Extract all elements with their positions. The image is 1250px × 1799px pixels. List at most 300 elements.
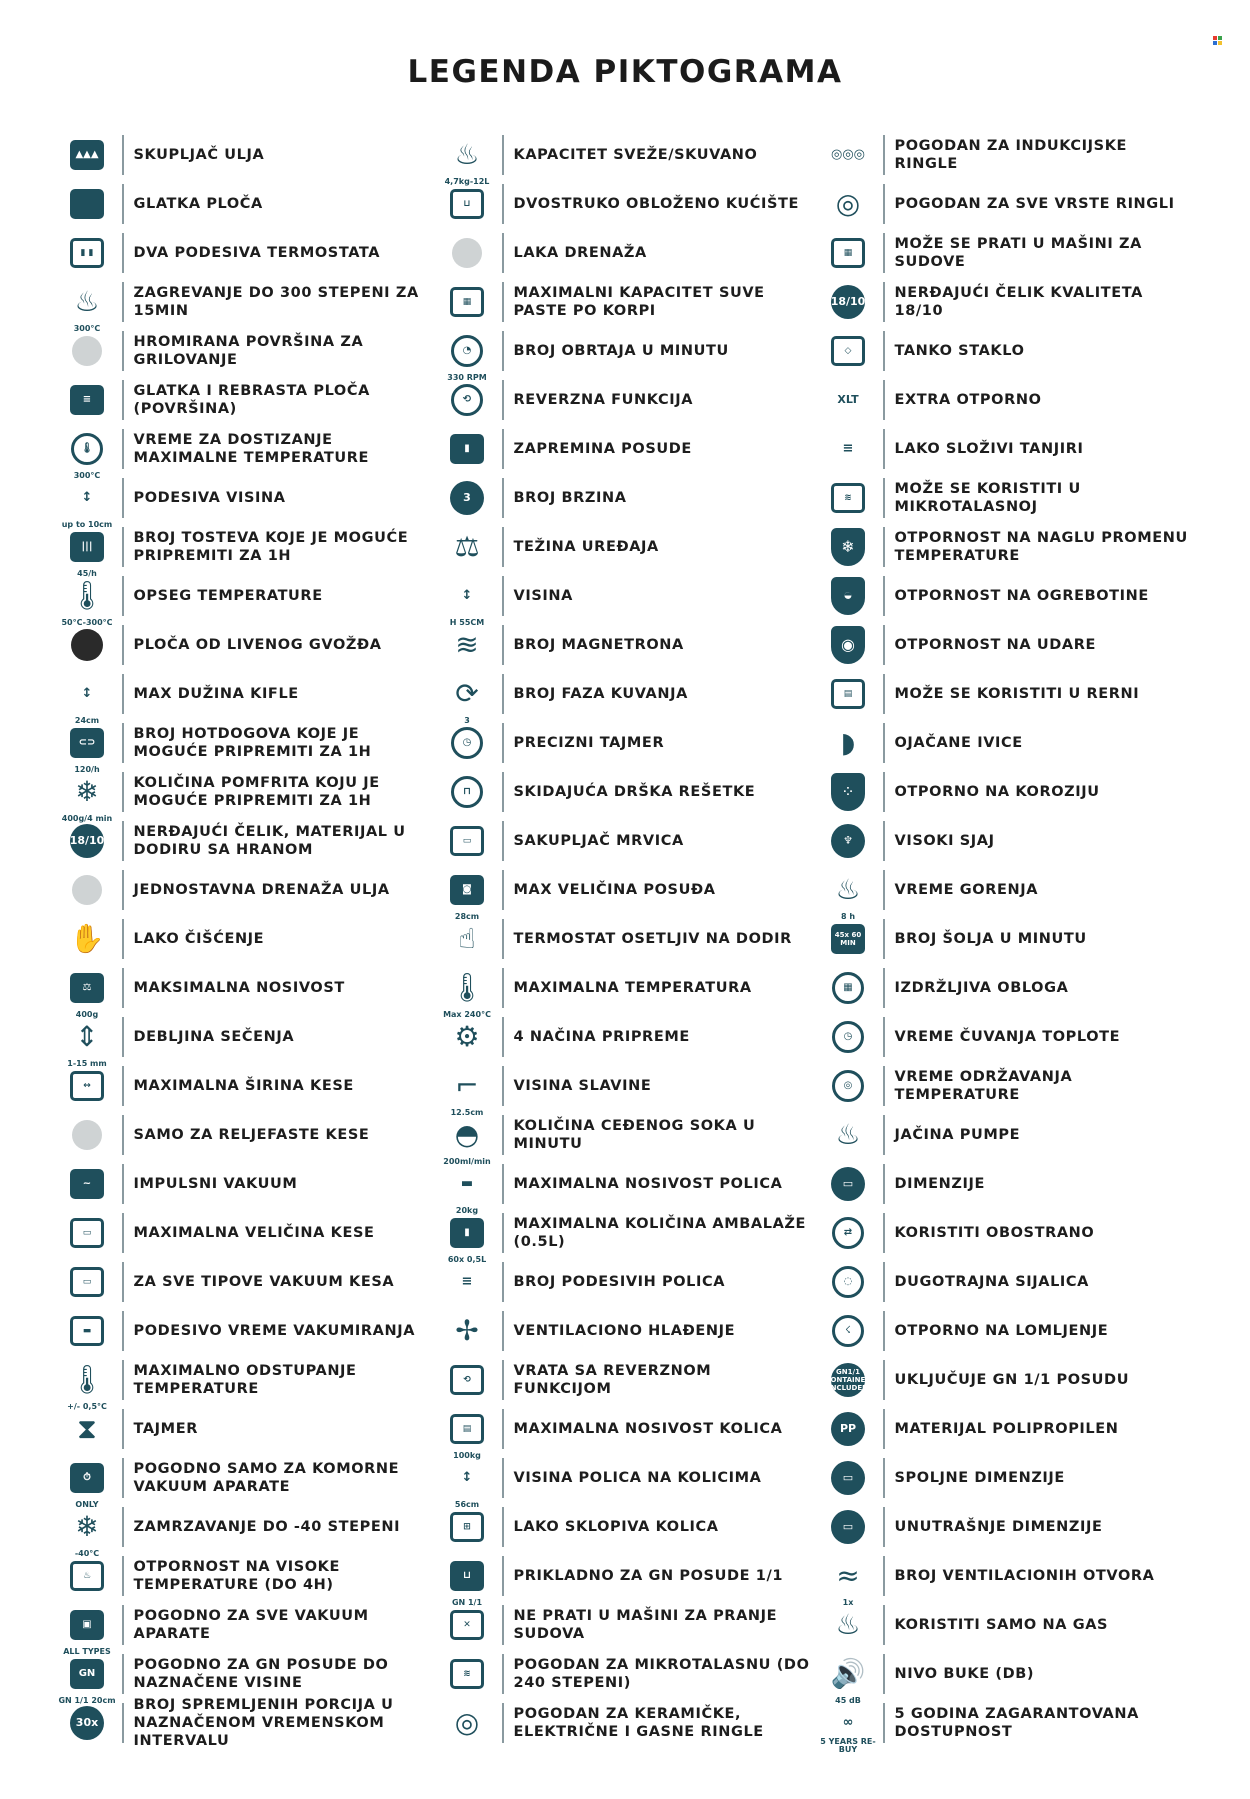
legend-item	[444, 1453, 824, 1509]
device-weight-icon	[444, 524, 490, 570]
icon-caption: 3	[464, 715, 470, 725]
legend-label: VENTILACIONO HLAĐENJE	[513, 1322, 736, 1339]
divider	[883, 870, 885, 910]
divider	[122, 1115, 124, 1155]
divider	[883, 478, 885, 518]
legend-item	[444, 1404, 824, 1460]
legend-label: EXTRA OTPORNO	[894, 391, 1042, 408]
divider	[883, 135, 885, 175]
legend-label: MOŽE SE KORISTITI U MIKROTALASNOJ	[894, 480, 1081, 515]
divider	[122, 821, 124, 861]
divider	[502, 282, 504, 322]
all-hobs-icon	[825, 181, 871, 227]
legend-item	[444, 1012, 824, 1061]
legend-item	[825, 326, 1205, 375]
icon-shape	[71, 629, 103, 661]
legend-item	[64, 914, 444, 963]
divider	[122, 968, 124, 1008]
reversible-door-icon	[444, 1357, 490, 1403]
legend-column-1	[58, 130, 444, 1770]
divider	[122, 1360, 124, 1400]
icon-shape: ▲▲▲	[70, 140, 104, 170]
pump-strength-icon	[825, 1112, 871, 1158]
icon-shape: ▤	[450, 1414, 484, 1444]
pictogram-legend	[58, 130, 1204, 1770]
icon-shape: ⇕	[75, 1019, 99, 1053]
icon-shape: ▭	[831, 1167, 865, 1201]
cups-per-minute-icon	[825, 916, 871, 962]
divider	[883, 1703, 885, 1743]
legend-label: DUGOTRAJNA SIJALICA	[894, 1273, 1089, 1290]
icon-caption: +/- 0,5°C	[67, 1401, 107, 1411]
shelf-load-icon	[444, 1161, 490, 1215]
freezing-icon	[64, 1504, 110, 1558]
legend-item	[64, 326, 444, 375]
icon-caption: 20kg	[455, 1205, 479, 1215]
divider	[502, 625, 504, 665]
slice-thickness-icon	[64, 1014, 110, 1068]
legend-item	[64, 375, 444, 424]
icon-caption: 50°C-300°C	[61, 617, 113, 627]
divider	[502, 870, 504, 910]
icon-caption: 1x	[842, 1597, 854, 1607]
icon-shape: ▦	[450, 287, 484, 317]
removable-handle-icon	[444, 769, 490, 815]
divider	[502, 233, 504, 273]
legend-label: OJAČANE IVICE	[894, 734, 1023, 751]
divider	[502, 1556, 504, 1596]
divider	[502, 429, 504, 469]
icon-shape: ↔	[70, 1071, 104, 1101]
icon-caption: 12.5cm	[450, 1107, 484, 1117]
stainless-food-contact-icon	[64, 818, 110, 864]
icon-shape: ▭	[70, 1218, 104, 1248]
legend-label: OTPORNOST NA OGREBOTINE	[894, 587, 1149, 604]
divider	[122, 1654, 124, 1694]
legend-label: NE PRATI U MAŠINI ZA PRANJE SUDOVA	[513, 1607, 778, 1642]
icon-shape: ▣	[70, 1610, 104, 1640]
temperature-hold-icon	[825, 1063, 871, 1109]
divider	[502, 821, 504, 861]
legend-label: BROJ TOSTEVA KOJE JE MOGUĆE PRIPREMITI ZA 1H	[133, 529, 409, 564]
divider	[883, 576, 885, 616]
impact-resistant-icon	[825, 622, 871, 668]
legend-label: OTPORNOST NA NAGLU PROMENU TEMPERATURE	[894, 529, 1188, 564]
legend-item	[444, 914, 824, 963]
hourglass-icon	[64, 1406, 110, 1452]
icon-shape: ≡	[842, 440, 854, 456]
easy-clean-icon	[64, 916, 110, 962]
max-load-icon	[64, 965, 110, 1019]
icon-shape	[72, 1120, 102, 1150]
legend-label: POGODAN ZA SVE VRSTE RINGLI	[894, 195, 1175, 212]
legend-item	[444, 669, 824, 725]
legend-item	[825, 1551, 1205, 1607]
icon-shape: ⊞	[450, 1512, 484, 1542]
legend-label: TEŽINA UREĐAJA	[513, 538, 659, 555]
bowl-volume-icon	[444, 426, 490, 472]
legend-label: LAKO SLOŽIVI TANJIRI	[894, 440, 1084, 457]
legend-label: SKUPLJAČ ULJA	[133, 146, 265, 163]
legend-label: NIVO BUKE (DB)	[894, 1665, 1035, 1682]
divider	[122, 527, 124, 567]
thermal-shock-icon	[825, 524, 871, 570]
icon-shape: 18/10	[70, 824, 104, 858]
legend-label: MATERIJAL POLIPROPILEN	[894, 1420, 1119, 1437]
icon-shape: 🌡	[449, 970, 485, 1004]
legend-item	[825, 424, 1205, 473]
legend-item	[825, 1257, 1205, 1306]
rpm-gauge-icon	[444, 328, 490, 382]
divider	[502, 576, 504, 616]
legend-label: DVOSTRUKO OBLOŽENO KUĆIŠTE	[513, 195, 800, 212]
legend-item	[825, 1159, 1205, 1208]
legend-label: MAKSIMALNA NOSIVOST	[133, 979, 345, 996]
legend-item	[61, 473, 444, 529]
legend-label: MOŽE SE PRATI U MAŠINI ZA SUDOVE	[894, 235, 1142, 270]
legend-label: JAČINA PUMPE	[894, 1126, 1021, 1143]
icon-shape: ✕	[450, 1610, 484, 1640]
divider	[502, 331, 504, 371]
legend-item	[444, 718, 824, 767]
icon-caption: GN 1/1 20cm	[58, 1695, 116, 1705]
legend-label: LAKO ČIŠĆENJE	[133, 930, 265, 947]
legend-item	[825, 1502, 1205, 1551]
divider	[502, 1262, 504, 1302]
legend-item	[444, 1551, 824, 1607]
icon-caption: ALL TYPES	[63, 1646, 111, 1656]
divider	[883, 968, 885, 1008]
legend-item	[64, 1551, 444, 1600]
legend-item	[64, 963, 444, 1019]
legend-item	[444, 375, 824, 424]
shatter-resistant-icon	[825, 1308, 871, 1354]
legend-column-2	[444, 130, 824, 1770]
icon-shape: ◉	[831, 626, 865, 664]
legend-label: VISINA	[513, 587, 573, 604]
legend-label: BROJ ŠOLJA U MINUTU	[894, 930, 1087, 947]
divider	[122, 331, 124, 371]
divider	[122, 233, 124, 273]
divider	[122, 1556, 124, 1596]
legend-item	[64, 522, 444, 578]
icon-shape: ✢	[455, 1313, 479, 1347]
legend-item	[444, 130, 824, 186]
legend-label: KORISTITI SAMO NA GAS	[894, 1616, 1109, 1633]
icon-shape: ▭	[70, 1267, 104, 1297]
embossed-bags-icon	[64, 1112, 110, 1158]
icon-caption: 100kg	[453, 1450, 481, 1460]
icon-shape	[72, 336, 102, 366]
icon-shape: ☇	[832, 1315, 864, 1347]
divider	[122, 135, 124, 175]
toast-count-icon	[64, 524, 110, 578]
legend-label: UKLJUČUJE GN 1/1 POSUDU	[894, 1371, 1130, 1388]
legend-label: VISOKI SJAJ	[894, 832, 995, 849]
trolley-load-icon	[444, 1406, 490, 1460]
icon-caption: 60x 0,5L	[447, 1254, 487, 1264]
icon-shape: ⧗	[77, 1411, 97, 1445]
divider	[883, 1507, 885, 1547]
legend-label: BROJ BRZINA	[513, 489, 627, 506]
bag-width-icon	[64, 1063, 110, 1109]
four-modes-icon	[444, 1014, 490, 1060]
icon-shape: 3	[450, 481, 484, 515]
divider	[883, 919, 885, 959]
legend-item	[825, 816, 1205, 865]
icon-shape: 🌡	[69, 1362, 105, 1396]
legend-item	[825, 1306, 1205, 1355]
legend-label: PODESIVO VREME VAKUMIRANJA	[133, 1322, 416, 1339]
icon-shape: ⟳	[455, 676, 479, 710]
legend-label: SPOLJNE DIMENZIJE	[894, 1469, 1065, 1486]
reverse-function-icon	[444, 377, 490, 423]
legend-item	[64, 130, 444, 179]
icon-shape: ⊔	[450, 189, 484, 219]
divider	[883, 184, 885, 224]
temp-deviation-icon	[64, 1357, 110, 1411]
gas-only-icon	[825, 1602, 871, 1648]
oven-safe-icon	[825, 671, 871, 717]
legend-item	[444, 179, 824, 228]
legend-label: POGODAN ZA KERAMIČKE, ELEKTRIČNE I GASNE RINGLE	[513, 1705, 764, 1740]
divider	[122, 1409, 124, 1449]
icon-shape: ⁘	[831, 773, 865, 811]
legend-item	[64, 424, 444, 480]
vacuum-time-icon	[64, 1308, 110, 1354]
icon-shape: ⚖	[70, 973, 104, 1003]
divider	[502, 1311, 504, 1351]
divider	[122, 576, 124, 616]
icon-shape: ◇	[831, 336, 865, 366]
touch-thermostat-icon	[444, 916, 490, 962]
icon-caption: 200ml/min	[443, 1156, 491, 1166]
icon-shape: 🔊	[830, 1656, 866, 1690]
icon-shape: ☝	[458, 921, 476, 955]
microwave-240-icon	[444, 1651, 490, 1697]
legend-label: GLATKA I REBRASTA PLOČA (POVRŠINA)	[133, 382, 370, 417]
legend-item	[64, 179, 444, 228]
double-sided-icon	[825, 1210, 871, 1256]
legend-item	[444, 277, 824, 326]
legend-item	[64, 1355, 444, 1411]
legend-label: ZAGREVANJE DO 300 STEPENI ZA 15MIN	[133, 284, 419, 319]
divider	[122, 1458, 124, 1498]
legend-item	[64, 277, 444, 333]
divider	[122, 184, 124, 224]
icon-shape: PP	[831, 1412, 865, 1446]
legend-item	[64, 1257, 444, 1306]
legend-item	[64, 1404, 444, 1453]
legend-label: KAPACITET SVEŽE/SKUVANO	[513, 146, 758, 163]
divider	[122, 1703, 124, 1743]
icon-shape: ▮	[450, 434, 484, 464]
icon-shape: ◷	[832, 1021, 864, 1053]
legend-label: DVA PODESIVA TERMOSTATA	[133, 244, 381, 261]
icon-shape: ⊓	[451, 776, 483, 808]
icon-shape: ❄	[75, 774, 99, 808]
bun-length-icon	[64, 671, 110, 725]
heating-300-icon	[64, 279, 110, 333]
legend-item	[444, 1355, 824, 1404]
cooking-stages-icon	[444, 671, 490, 725]
legend-label: OTPORNO NA LOMLJENJE	[894, 1322, 1109, 1339]
icon-shape: ▭	[831, 1510, 865, 1544]
legend-item	[825, 179, 1205, 228]
icon-shape: ♨	[70, 1561, 104, 1591]
legend-item	[825, 375, 1205, 424]
divider	[883, 674, 885, 714]
legend-label: MAXIMALNA NOSIVOST POLICA	[513, 1175, 783, 1192]
burn-time-icon	[825, 867, 871, 921]
icon-shape: ◒	[831, 577, 865, 615]
legend-label: POGODAN ZA MIKROTALASNU (DO 240 STEPENI)	[513, 1656, 810, 1691]
icon-shape: 30x	[70, 1706, 104, 1740]
legend-label: OTPORNOST NA VISOKE TEMPERATURE (DO 4H)	[133, 1558, 341, 1593]
legend-label: POGODNO ZA SVE VAKUUM APARATE	[133, 1607, 369, 1642]
icon-caption: 4,7kg-12L	[444, 176, 490, 186]
divider	[502, 1017, 504, 1057]
divider	[122, 1213, 124, 1253]
legend-item	[825, 865, 1205, 921]
divider	[502, 1458, 504, 1498]
legend-item	[825, 963, 1205, 1012]
legend-label: MAXIMALNA VELIČINA KESE	[133, 1224, 375, 1241]
legend-item	[444, 1159, 824, 1215]
legend-label: MAXIMALNA KOLIČINA AMBALAŽE (0.5L)	[513, 1215, 807, 1250]
fresh-cooked-capacity-icon	[444, 132, 490, 186]
legend-label: BROJ OBRTAJA U MINUTU	[513, 342, 729, 359]
legend-item	[61, 767, 444, 823]
icon-shape: 🌡	[69, 578, 105, 612]
legend-label: PLOČA OD LIVENOG GVOŽĐA	[133, 636, 382, 653]
divider	[122, 282, 124, 322]
legend-item	[825, 1012, 1205, 1061]
icon-shape: ↕	[461, 1469, 473, 1485]
cast-iron-plate-icon	[64, 622, 110, 668]
icon-shape: ◗	[840, 725, 856, 759]
legend-item	[444, 620, 824, 669]
legend-item	[64, 865, 444, 914]
legend-label: MAXIMALNA ŠIRINA KESE	[133, 1077, 354, 1094]
legend-label: TANKO STAKLO	[894, 342, 1025, 359]
legend-label: SKIDAJUĆA DRŠKA REŠETKE	[513, 783, 756, 800]
divider	[502, 1605, 504, 1645]
corner-color-mark	[1213, 36, 1222, 45]
icon-shape: ◎	[454, 1705, 480, 1739]
divider	[502, 527, 504, 567]
icon-shape: ❄	[831, 528, 865, 566]
legend-item	[825, 1208, 1205, 1257]
divider	[122, 1262, 124, 1302]
icon-shape: ≋	[450, 1659, 484, 1689]
icon-shape: 🌡	[71, 433, 103, 465]
legend-label: KOLIČINA CEĐENOG SOKA U MINUTU	[513, 1117, 756, 1152]
hotdog-count-icon	[64, 720, 110, 774]
icon-caption: 300°C	[73, 470, 101, 480]
icon-shape: ◌	[832, 1266, 864, 1298]
legend-label: ZA SVE TIPOVE VAKUUM KESA	[133, 1273, 395, 1290]
vent-count-icon	[825, 1553, 871, 1607]
divider	[883, 821, 885, 861]
legend-item	[64, 1159, 444, 1208]
legend-item	[444, 1502, 824, 1551]
icon-caption: 400g	[75, 1009, 99, 1019]
divider	[122, 674, 124, 714]
divider	[122, 1017, 124, 1057]
icon-shape: 45x 60 MIN	[831, 924, 865, 954]
divider	[883, 1066, 885, 1106]
icon-shape: ♨	[74, 284, 100, 318]
legend-item	[444, 473, 824, 522]
legend-item	[444, 522, 824, 571]
icon-shape: ⟲	[450, 1365, 484, 1395]
legend-label: LAKO SKLOPIVA KOLICA	[513, 1518, 719, 1535]
icon-shape: ↕	[81, 489, 93, 505]
icon-shape	[452, 238, 482, 268]
icon-shape: ↕	[461, 587, 473, 603]
legend-label: BROJ HOTDOGOVA KOJE JE MOGUĆE PRIPREMITI ZA 1H	[133, 725, 372, 760]
icon-shape: ♨	[454, 137, 480, 171]
faucet-height-icon	[444, 1063, 490, 1117]
divider	[502, 1654, 504, 1694]
divider	[502, 1164, 504, 1204]
icon-shape: ♨	[835, 872, 861, 906]
divider	[502, 380, 504, 420]
pulse-vacuum-icon	[64, 1161, 110, 1207]
page-title: LEGENDA PIKTOGRAMA	[407, 54, 843, 90]
icon-shape: ▮	[450, 1218, 484, 1248]
icon-shape: ≡	[461, 1273, 473, 1289]
induction-icon	[825, 132, 871, 178]
trolley-shelf-height-icon	[444, 1455, 490, 1509]
legend-item	[825, 620, 1205, 669]
legend-item	[444, 865, 824, 921]
icon-caption: -40°C	[74, 1548, 100, 1558]
legend-label: BROJ FAZA KUVANJA	[513, 685, 688, 702]
icon-shape: ≈	[836, 1558, 860, 1592]
max-bag-size-icon	[64, 1210, 110, 1256]
divider	[122, 772, 124, 812]
inner-dimensions-icon	[825, 1504, 871, 1550]
icon-shape: ↕	[81, 685, 93, 701]
legend-label: OPSEG TEMPERATURE	[133, 587, 323, 604]
portions-count-icon	[64, 1700, 110, 1746]
divider	[883, 233, 885, 273]
legend-item	[58, 1649, 444, 1705]
stainless-18-10-icon	[825, 279, 871, 325]
divider	[502, 674, 504, 714]
legend-item	[64, 1208, 444, 1257]
legend-item	[64, 718, 444, 774]
icon-shape: ❄	[75, 1509, 99, 1543]
divider	[883, 1262, 885, 1302]
icon-shape: ◎◎◎	[830, 146, 866, 162]
icon-shape: ▦	[831, 238, 865, 268]
legend-label: MOŽE SE KORISTITI U RERNI	[894, 685, 1140, 702]
legend-label: POGODAN ZA INDUKCIJSKE RINGLE	[894, 137, 1128, 172]
icon-caption: 45 dB	[835, 1695, 861, 1705]
divider	[883, 1409, 885, 1449]
divider	[883, 1017, 885, 1057]
icon-shape: 18/10	[831, 285, 865, 319]
divider	[502, 772, 504, 812]
icon-shape: ~	[70, 1169, 104, 1199]
legend-label: VREME GORENJA	[894, 881, 1039, 898]
divider	[883, 282, 885, 322]
icon-shape: ⌐	[455, 1068, 479, 1102]
legend-label: VREME ZA DOSTIZANJE MAXIMALNE TEMPERATURE	[133, 431, 370, 466]
